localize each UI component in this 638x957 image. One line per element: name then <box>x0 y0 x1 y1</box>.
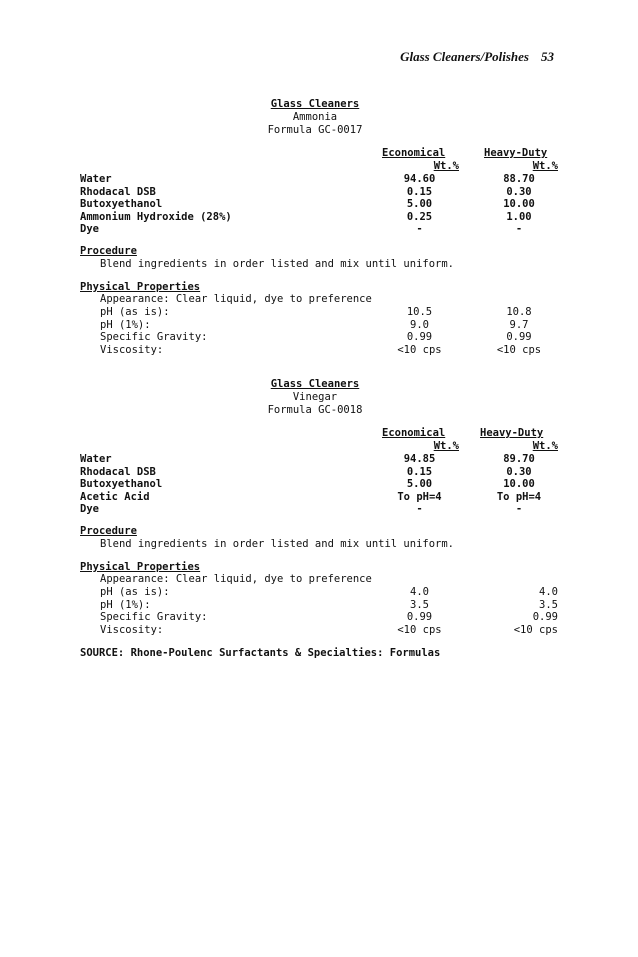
ingredient-heavy: 10.00 <box>503 478 535 490</box>
ingredient-econ: 5.00 <box>406 478 433 490</box>
ingredient-name: Acetic Acid <box>80 490 150 503</box>
physical-properties-heading: Physical Properties <box>80 281 201 293</box>
running-header <box>400 49 554 65</box>
physical-properties-heading: Physical Properties <box>80 561 201 573</box>
appearance-text: Appearance: Clear liquid, dye to preference <box>100 293 372 305</box>
property-name: pH (1%): <box>100 598 151 611</box>
procedure-text: Blend ingredients in order listed and mix until uniform. <box>100 538 455 550</box>
property-heavy: 0.99 <box>506 331 532 343</box>
ingredient-heavy: - <box>515 503 523 515</box>
property-name: Specific Gravity: <box>100 331 208 343</box>
property-heavy: 3.5 <box>539 598 558 611</box>
ingredient-name: Rhodacal DSB <box>80 185 156 198</box>
ingredient-heavy: 1.00 <box>506 210 532 223</box>
ingredient-econ: 94.60 <box>403 173 436 185</box>
appearance-text: Appearance: Clear liquid, dye to preference <box>100 573 372 585</box>
procedure-text: Blend ingredients in order listed and mix until uniform. <box>100 258 455 270</box>
formula-id: Formula GC-0017 <box>267 124 363 136</box>
ingredient-name: Ammonium Hydroxide (28%) <box>80 210 232 223</box>
ingredient-econ: To pH=4 <box>397 490 442 503</box>
ingredient-heavy: 88.70 <box>503 173 535 185</box>
property-name: Viscosity: <box>100 343 164 356</box>
property-econ: 0.99 <box>406 611 433 623</box>
ingredient-name: Rhodacal DSB <box>80 465 156 478</box>
property-heavy: <10 cps <box>513 623 558 636</box>
ingredient-heavy: To pH=4 <box>496 490 542 503</box>
formula-subtitle: Ammonia <box>292 111 338 123</box>
procedure-heading: Procedure <box>80 525 137 537</box>
heavy-duty-unit: Wt.% <box>532 440 558 452</box>
property-name: pH (1%): <box>100 318 151 331</box>
heavy-duty-unit: Wt.% <box>532 160 558 172</box>
property-name: Specific Gravity: <box>100 611 208 623</box>
ingredient-name: Dye <box>80 223 99 235</box>
ingredient-econ: 0.25 <box>406 210 433 223</box>
economical-header: Economical <box>382 427 446 439</box>
source-note: SOURCE: Rhone-Poulenc Surfactants & Specialties: Formulas <box>80 647 441 659</box>
property-name: Viscosity: <box>100 623 164 636</box>
ingredient-heavy: 0.30 <box>506 465 532 478</box>
ingredient-econ: 5.00 <box>406 198 433 210</box>
ingredient-econ: 94.85 <box>403 453 436 465</box>
ingredient-econ: 0.15 <box>406 185 433 198</box>
property-heavy: <10 cps <box>496 343 542 356</box>
formula-title: Glass Cleaners <box>270 98 360 110</box>
ingredient-heavy: 10.00 <box>503 198 535 210</box>
property-econ: 10.5 <box>406 306 433 318</box>
property-heavy: 10.8 <box>506 306 532 318</box>
economical-unit: Wt.% <box>433 440 459 452</box>
ingredient-name: Water <box>80 173 112 185</box>
property-econ: <10 cps <box>397 343 442 356</box>
economical-unit: Wt.% <box>433 160 459 172</box>
ingredient-econ: - <box>416 503 423 515</box>
ingredient-econ: 0.15 <box>406 465 433 478</box>
property-name: pH (as is): <box>100 306 170 318</box>
ingredient-heavy: - <box>515 223 523 235</box>
property-econ: 4.0 <box>410 586 429 598</box>
property-econ: <10 cps <box>397 623 442 636</box>
ingredient-name: Dye <box>80 503 99 515</box>
property-heavy: 4.0 <box>539 586 558 598</box>
ingredient-econ: - <box>416 223 423 235</box>
formula-subtitle: Vinegar <box>292 391 338 403</box>
property-heavy: 0.99 <box>532 611 558 623</box>
property-econ: 3.5 <box>410 598 429 611</box>
property-heavy: 9.7 <box>509 318 529 331</box>
ingredient-name: Butoxyethanol <box>80 478 163 490</box>
formula-title: Glass Cleaners <box>270 378 360 390</box>
property-econ: 0.99 <box>406 331 433 343</box>
formula-id: Formula GC-0018 <box>267 404 363 416</box>
economical-header: Economical <box>382 147 446 159</box>
property-name: pH (as is): <box>100 586 170 598</box>
heavy-duty-header: Heavy-Duty <box>480 427 544 439</box>
running-header-title: Glass Cleaners/Polishes <box>400 49 529 64</box>
ingredient-heavy: 0.30 <box>506 185 532 198</box>
heavy-duty-header: Heavy-Duty <box>484 147 548 159</box>
procedure-heading: Procedure <box>80 245 137 257</box>
ingredient-name: Butoxyethanol <box>80 198 163 210</box>
ingredient-name: Water <box>80 453 112 465</box>
page-number: 53 <box>541 49 554 64</box>
property-econ: 9.0 <box>410 318 429 331</box>
ingredient-heavy: 89.70 <box>503 453 535 465</box>
